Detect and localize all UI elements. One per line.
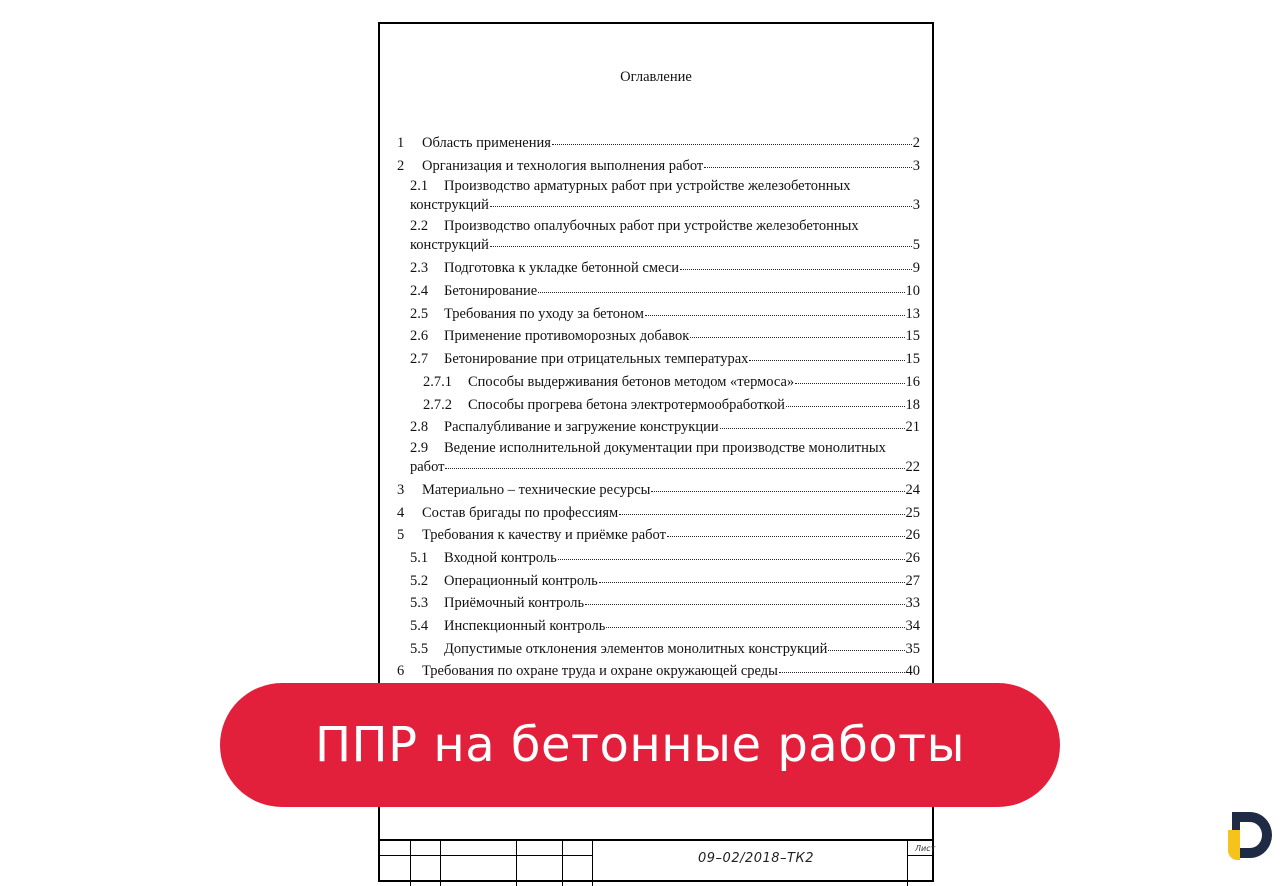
toc-entry[interactable]: [397, 417, 920, 440]
toc-entry-number: 2.5: [410, 305, 429, 322]
toc-entry[interactable]: [397, 281, 920, 304]
toc-entry-page: 22: [905, 458, 920, 475]
toc-entry-number: 5.2: [410, 572, 429, 589]
toc-entry[interactable]: [397, 372, 920, 395]
toc-entry-title: Материально – технические ресурсы: [422, 481, 651, 498]
toc-entry-number: 5: [397, 527, 405, 544]
toc-entry[interactable]: [397, 258, 920, 281]
toc-entry-page: 2: [912, 135, 920, 151]
toc-entry-number: 2.7.1: [423, 373, 452, 390]
toc-entry-page: 16: [905, 373, 920, 390]
toc-entry[interactable]: [397, 616, 920, 639]
toc-entry[interactable]: [397, 503, 920, 526]
toc-entry-page: 33: [905, 595, 920, 612]
toc-entry[interactable]: [397, 571, 920, 594]
dot-leader: [599, 569, 905, 583]
toc-entry-page: 13: [905, 305, 920, 322]
toc-entry[interactable]: [397, 156, 920, 179]
toc-entry[interactable]: [397, 326, 920, 349]
toc-entry-title: Требования по уходу за бетоном: [444, 305, 644, 322]
toc-entry-title: Операционный контроль: [444, 572, 598, 589]
toc-entry[interactable]: [397, 395, 920, 418]
toc-entry-title-continued: работ: [410, 458, 445, 475]
dot-leader: [552, 131, 912, 145]
toc-entry-title-continued: конструкций: [410, 197, 489, 214]
toc-entry[interactable]: [397, 133, 920, 156]
toc-entry-title-continued: конструкций: [410, 237, 489, 254]
dot-leader: [704, 154, 912, 168]
dot-leader: [690, 324, 904, 338]
toc-entry[interactable]: [397, 440, 920, 480]
toc-entry-title: Подготовка к укладке бетонной смеси: [444, 260, 679, 277]
dot-leader: [490, 233, 912, 247]
toc-entry-number: 2.3: [410, 260, 429, 277]
toc-entry-number: 5.4: [410, 618, 429, 634]
toc-entry-page: 3: [912, 157, 920, 174]
toc-entry-page: 34: [905, 618, 920, 634]
toc-entry-title: Организация и технология выполнения работ: [422, 157, 704, 174]
toc-entry-page: 21: [905, 419, 920, 436]
document-code: 09–02/2018–ТК2: [698, 851, 814, 866]
table-of-contents: [397, 133, 920, 707]
toc-entry-page: 26: [905, 527, 920, 544]
toc-entry-page: 26: [905, 549, 920, 566]
toc-entry-page: 35: [905, 640, 920, 657]
dot-leader: [585, 591, 904, 605]
toc-entry[interactable]: [397, 304, 920, 327]
toc-entry-number: 2.7.2: [423, 396, 452, 413]
toc-entry-number: 5.5: [410, 640, 429, 657]
toc-entry-title: Инспекционный контроль: [444, 618, 606, 634]
dot-leader: [490, 193, 912, 207]
toc-entry-title: Бетонирование: [444, 283, 538, 300]
toc-entry-page: 25: [905, 504, 920, 521]
toc-entry-page: 3: [912, 197, 920, 214]
dot-leader: [645, 302, 905, 316]
toc-entry-page: 40: [905, 663, 920, 680]
toc-entry-page: 5: [912, 237, 920, 254]
toc-entry[interactable]: [397, 593, 920, 616]
dot-leader: [749, 347, 904, 361]
toc-entry-number: 1: [397, 135, 405, 151]
dot-leader: [795, 370, 904, 384]
toc-entry-number: 2.6: [410, 328, 429, 345]
toc-entry-title: Способы выдерживания бетонов методом «термоса»: [468, 373, 795, 390]
dot-leader: [720, 415, 905, 429]
dot-leader: [558, 546, 905, 560]
toc-entry-page: 18: [905, 396, 920, 413]
toc-entry-number: 2.2: [410, 218, 429, 235]
toc-entry-number: 2.8: [410, 419, 429, 436]
dot-leader: [445, 455, 904, 469]
toc-entry-number: 4: [397, 504, 405, 521]
toc-heading: Оглавление: [620, 69, 692, 85]
toc-entry[interactable]: [397, 548, 920, 571]
toc-entry-title: Приёмочный контроль: [444, 595, 585, 612]
banner-title: ППР на бетонные работы: [314, 717, 966, 773]
toc-entry-number: 2: [397, 157, 405, 174]
toc-entry-title: Способы прогрева бетона электротермообработкой: [468, 396, 785, 413]
toc-entry-page: 15: [905, 328, 920, 345]
dot-leader: [779, 659, 905, 673]
title-block: [380, 839, 936, 886]
toc-entry-number: 5.1: [410, 549, 429, 566]
toc-entry-number: 2.1: [410, 178, 429, 195]
toc-entry-title: Ведение исполнительной документации при производстве монолитных: [444, 439, 886, 456]
toc-entry-page: 10: [905, 283, 920, 300]
dot-leader: [606, 614, 904, 628]
dot-leader: [667, 523, 905, 537]
sheet-label: Лист: [915, 844, 936, 853]
toc-entry-title: Бетонирование при отрицательных температурах: [444, 351, 749, 368]
toc-entry-number: 3: [397, 481, 405, 498]
toc-entry-number: 5.3: [410, 595, 429, 612]
toc-entry-title: Состав бригады по профессиям: [422, 504, 619, 521]
toc-entry-number: 2.7: [410, 351, 429, 368]
dot-leader: [651, 478, 904, 492]
toc-entry-number: 2.9: [410, 439, 429, 456]
dot-leader: [538, 279, 904, 293]
toc-entry[interactable]: [397, 218, 920, 258]
dot-leader: [680, 256, 912, 270]
toc-entry[interactable]: [397, 178, 920, 218]
toc-entry-page: 9: [912, 260, 920, 277]
toc-entry[interactable]: [397, 525, 920, 548]
toc-entry-page: 27: [905, 572, 920, 589]
dot-leader: [828, 637, 904, 651]
toc-entry-title: Область применения: [422, 135, 551, 151]
toc-entry-page: 15: [905, 351, 920, 368]
toc-entry[interactable]: [397, 639, 920, 662]
toc-entry-title: Требования к качеству и приёмке работ: [422, 527, 666, 544]
toc-entry-number: 6: [397, 663, 405, 680]
toc-entry[interactable]: [397, 349, 920, 372]
toc-entry-title: Применение противоморозных добавок: [444, 328, 690, 345]
toc-entry-page: 24: [905, 481, 920, 498]
toc-entry-title: Требования по охране труда и охране окружающей среды: [422, 663, 778, 680]
toc-entry[interactable]: [397, 480, 920, 503]
toc-entry-title: Производство арматурных работ при устройстве железобетонных: [444, 178, 851, 195]
toc-entry-number: 2.4: [410, 283, 429, 300]
toc-entry[interactable]: [397, 661, 920, 684]
toc-entry-title: Входной контроль: [444, 549, 557, 566]
toc-entry-title: Производство опалубочных работ при устройстве железобетонных: [444, 218, 859, 235]
dot-leader: [786, 393, 905, 407]
title-banner: [220, 683, 1060, 807]
toc-entry-title: Распалубливание и загружение конструкции: [444, 419, 719, 436]
brand-logo-icon: [1226, 808, 1276, 862]
toc-entry-title: Допустимые отклонения элементов монолитных конструкций: [444, 640, 828, 657]
dot-leader: [619, 501, 904, 515]
